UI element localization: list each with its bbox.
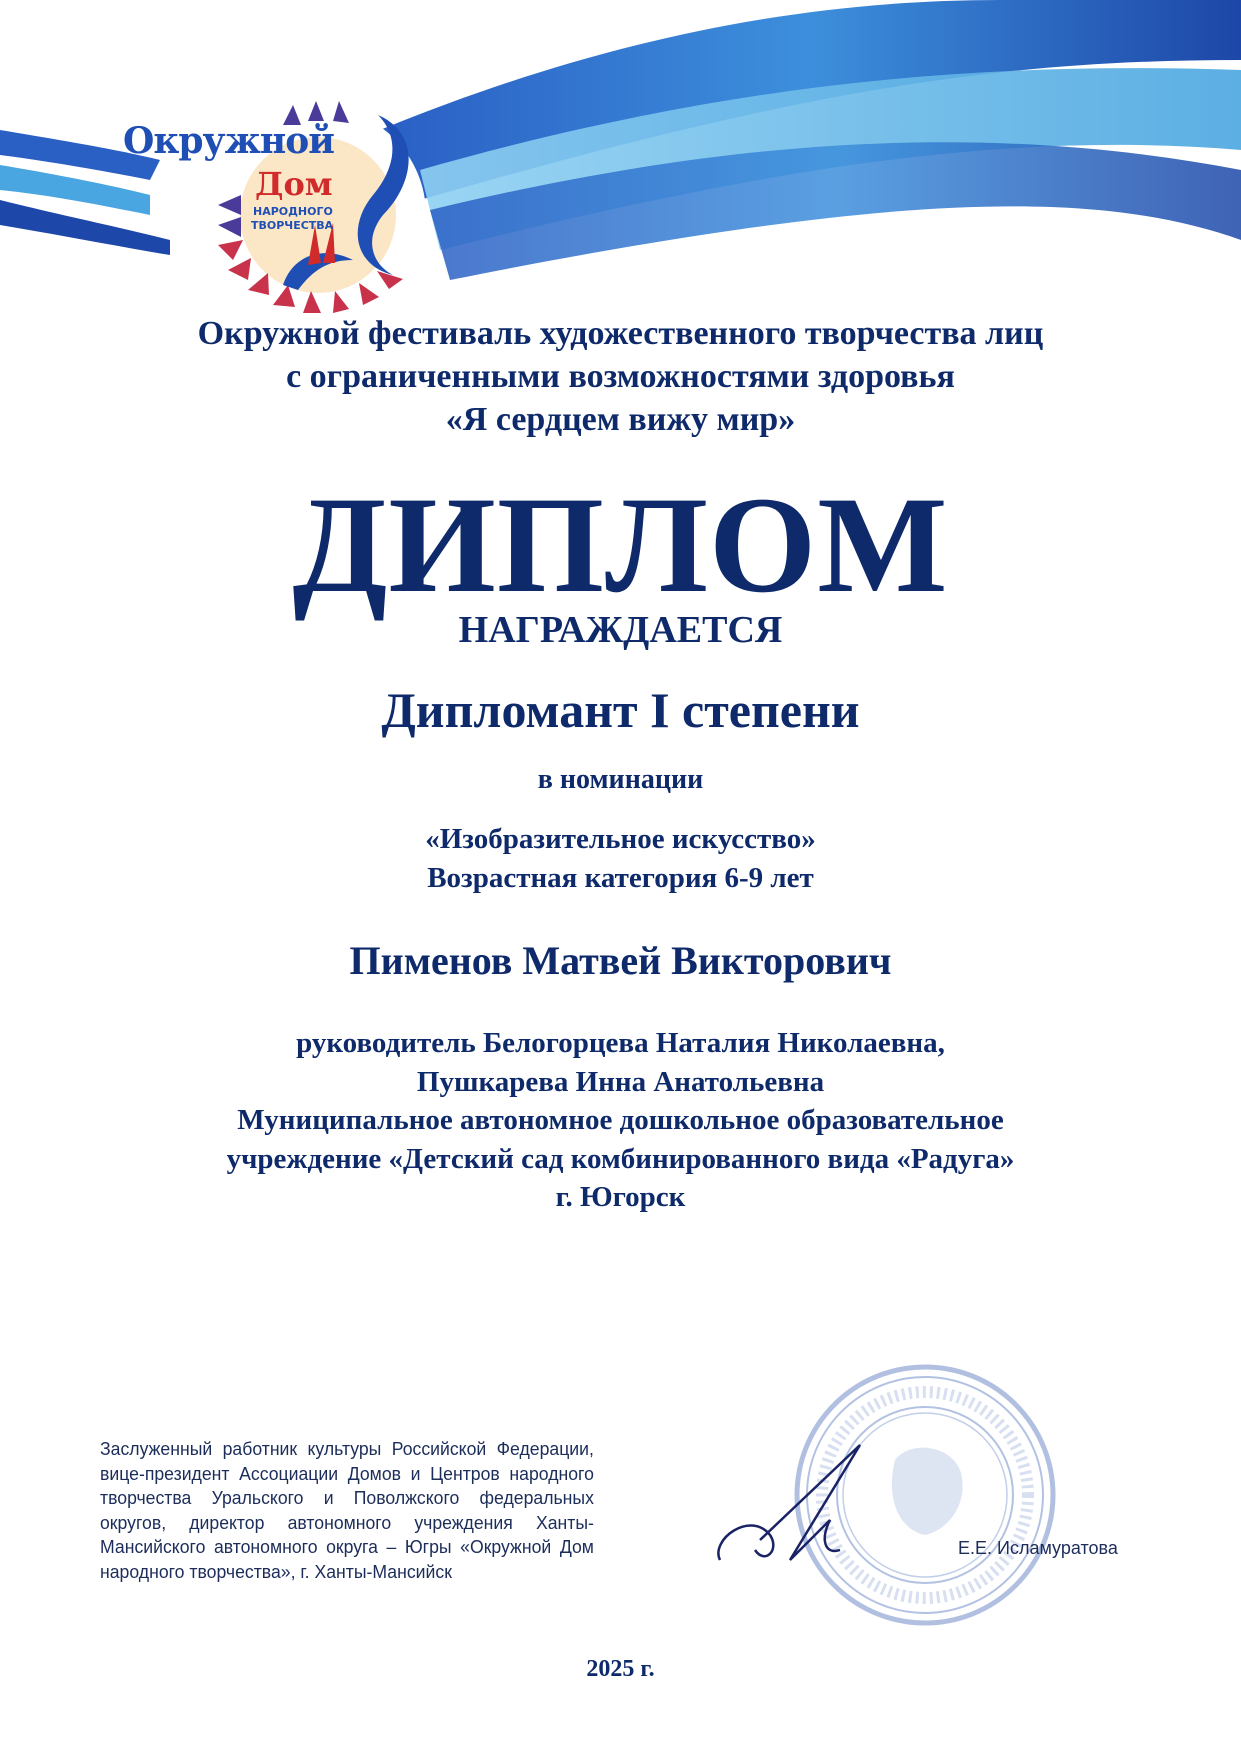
year: 2025 г.: [586, 1656, 655, 1682]
leader-line: Пушкарева Инна Анатольевна: [416, 1065, 825, 1098]
award-degree: Дипломант I степени: [381, 682, 860, 738]
festival-title-line: с ограниченными возможностями здоровья: [286, 358, 955, 395]
festival-title: [0, 312, 1241, 441]
leader-line: руководитель Белогорцева Наталия Николаевна,: [296, 1027, 945, 1059]
nomination-label: в номинации: [537, 764, 704, 795]
diploma-title: ДИПЛОМ: [292, 468, 949, 621]
signatory-name: Е.Е. Исламуратова: [958, 1538, 1118, 1558]
recipient-name: Пименов Матвей Викторович: [349, 938, 892, 983]
leader-and-institution: [0, 1024, 1241, 1217]
nomination-name: «Изобразительное искусство»: [425, 823, 816, 855]
institution-line: учреждение «Детский сад комбинированного вида «Радуга»: [226, 1142, 1015, 1175]
logo-text-okruzhnoy: Окружной: [123, 120, 334, 162]
signature-icon: [710, 1440, 870, 1570]
city-line: г. Югорск: [555, 1181, 686, 1213]
logo-text-narodnogo: НАРОДНОГО: [253, 205, 333, 218]
logo-text-tvorchestva: ТВОРЧЕСТВА: [251, 219, 334, 232]
festival-title-line: Окружной фестиваль художественного творчества лиц: [197, 315, 1044, 352]
age-category: Возрастная категория 6-9 лет: [427, 862, 814, 894]
logo-text-dom: Дом: [255, 165, 333, 203]
festival-title-line: «Я сердцем вижу мир»: [445, 401, 796, 438]
organization-logo: [123, 95, 443, 320]
signatory-title: Заслуженный работник культуры Российской Федерации, вице-президент Ассоциации Домов и Центров народного творчества Уральского и Поволжского федеральных округов, директор автономного учреждения Ханты-Мансийского автономного округа – Югры «Окружной Дом народного творчества», г. Ханты-Мансийск: [100, 1439, 594, 1582]
nomination-block: [0, 820, 1241, 898]
awarded-label: НАГРАЖДАЕТСЯ: [458, 609, 783, 651]
institution-line: Муниципальное автономное дошкольное образовательное: [237, 1104, 1004, 1136]
